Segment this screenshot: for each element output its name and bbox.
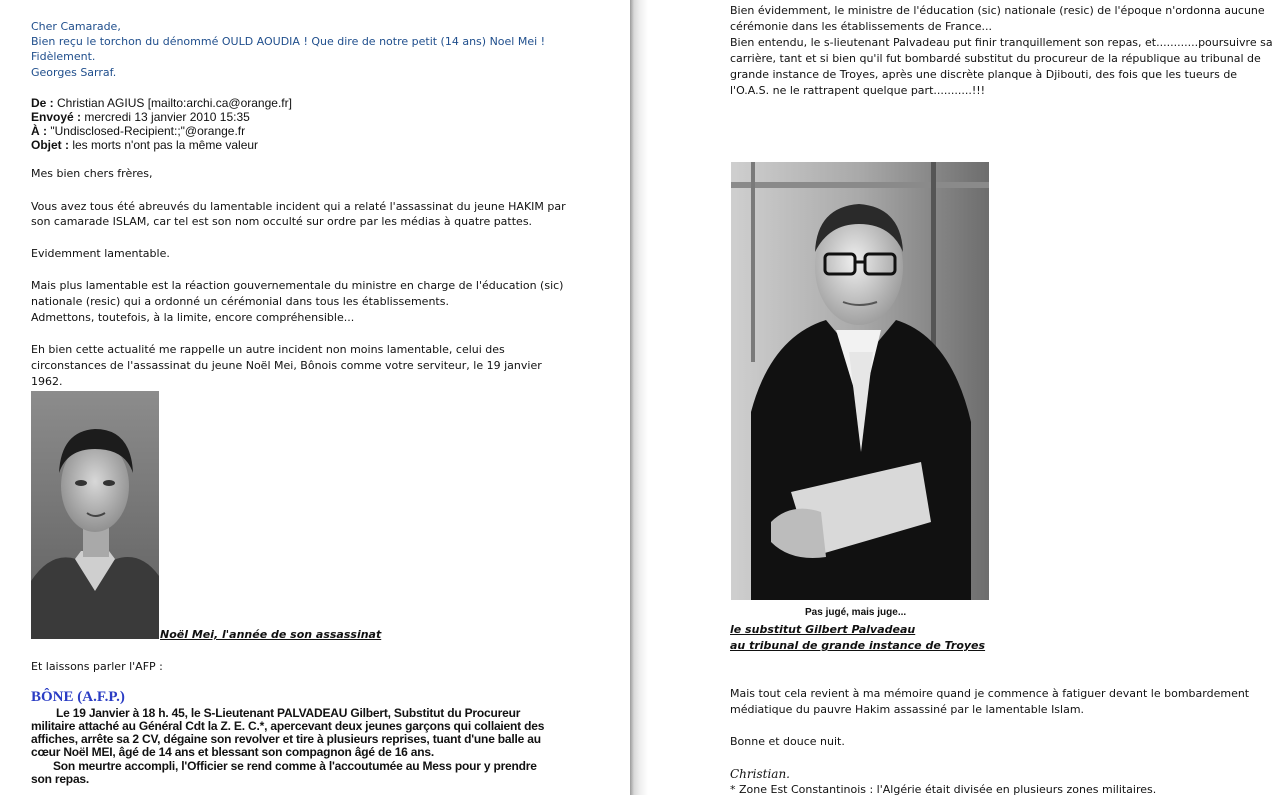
paragraph-line: médiatique du pauvre Hakim assassiné par le lamentable Islam. <box>730 703 1085 716</box>
afp-line: cœur Noël MEI, âgé de 14 ans et blessant son compagnon âgé de 16 ans. <box>31 745 434 759</box>
right-page <box>648 0 1280 795</box>
paragraph-line: nationale (resic) qui a ordonné un cérémonial dans tous les établissements. <box>31 295 449 308</box>
paragraph-line: son camarade ISLAM, car tel est son nom occulté sur ordre par les médias à quatre pattes. <box>31 215 533 228</box>
email-subject: Objet : les morts n'ont pas la même valeur <box>31 138 259 152</box>
photo-caption: Noël Mei, l'année de son assassinat <box>160 628 382 641</box>
signature: Christian. <box>730 767 790 781</box>
afp-intro: Et laissons parler l'AFP : <box>31 660 163 673</box>
left-page <box>0 0 630 795</box>
photo-subcaption: Pas jugé, mais juge... <box>805 607 907 618</box>
email-sent: Envoyé : mercredi 13 janvier 2010 15:35 <box>31 110 250 124</box>
photo-caption: le substitut Gilbert Palvadeau <box>730 623 916 636</box>
paragraph-line: Mais tout cela revient à ma mémoire quand je commence à fatiguer devant le bombardement <box>730 687 1250 700</box>
email-from: De : Christian AGIUS [mailto:archi.ca@orange.fr] <box>31 96 292 110</box>
palvadeau-photo <box>731 162 989 600</box>
paragraph-line: cérémonie dans les établissements de France... <box>730 20 993 33</box>
paragraph-line: Bien évidemment, le ministre de l'éducation (sic) nationale (resic) de l'époque n'ordonna aucune <box>730 4 1265 17</box>
noel-mei-photo <box>31 391 159 639</box>
footnote: * Zone Est Constantinois : l'Algérie était divisée en plusieurs zones militaires. <box>730 783 1157 795</box>
paragraph-line: Admettons, toutefois, à la limite, encore compréhensible... <box>31 311 355 324</box>
goodnight: Bonne et douce nuit. <box>730 735 845 748</box>
paragraph-line: Eh bien cette actualité me rappelle un autre incident non moins lamentable, celui des <box>31 343 505 356</box>
afp-line: affiches, arrête sa 2 CV, dégaine son revolver et tire à plusieurs reprises, tuant d'une balle au <box>31 732 541 746</box>
intro-signature: Georges Sarraf. <box>31 66 117 79</box>
paragraph-line: l'O.A.S. ne le rattrapent quelque part...........!!! <box>730 84 986 97</box>
paragraph-line: circonstances de l'assassinat du jeune Noël Mei, Bônois comme votre serviteur, le 19 janvier <box>31 359 542 372</box>
photo-caption: au tribunal de grande instance de Troyes <box>730 639 986 652</box>
salutation: Mes bien chers frères, <box>31 167 153 180</box>
intro-closing: Fidèlement. <box>31 50 96 63</box>
paragraph-line: Evidemment lamentable. <box>31 247 170 260</box>
afp-line: son repas. <box>31 772 90 786</box>
email-to: À : "Undisclosed-Recipient:;"@orange.fr <box>31 124 246 138</box>
greeting: Cher Camarade, <box>31 20 121 33</box>
afp-line: Le 19 Janvier à 18 h. 45, le S-Lieutenant PALVADEAU Gilbert, Substitut du Procureur <box>56 706 521 720</box>
paragraph-line: Mais plus lamentable est la réaction gouvernementale du ministre en charge de l'éducation (sic) <box>31 279 564 292</box>
paragraph-line: Vous avez tous été abreuvés du lamentable incident qui a relaté l'assassinat du jeune HAKIM par <box>31 200 566 213</box>
page-gutter <box>630 0 648 795</box>
paragraph-line: Bien entendu, le s-lieutenant Palvadeau put finir tranquillement son repas, et............poursuivre sa <box>730 36 1273 49</box>
paragraph-line: 1962. <box>31 375 63 388</box>
intro-line: Bien reçu le torchon du dénommé OULD AOUDIA ! Que dire de notre petit (14 ans) Noel Mei ! <box>31 35 546 48</box>
afp-line: Son meurtre accompli, l'Officier se rend comme à l'accoutumée au Mess pour y prendre <box>53 759 537 773</box>
paragraph-line: carrière, tant et si bien qu'il fut bombardé substitut du procureur de la république au tribunal de <box>730 52 1261 65</box>
bone-title: BÔNE (A.F.P.) <box>31 689 125 705</box>
paragraph-line: grande instance de Troyes, après une discrète planque à Djibouti, des fois que les tueurs de <box>730 68 1238 81</box>
afp-line: militaire attaché au Général Cdt la Z. E. C.*, apercevant deux jeunes garçons qui collaient des <box>31 719 545 733</box>
